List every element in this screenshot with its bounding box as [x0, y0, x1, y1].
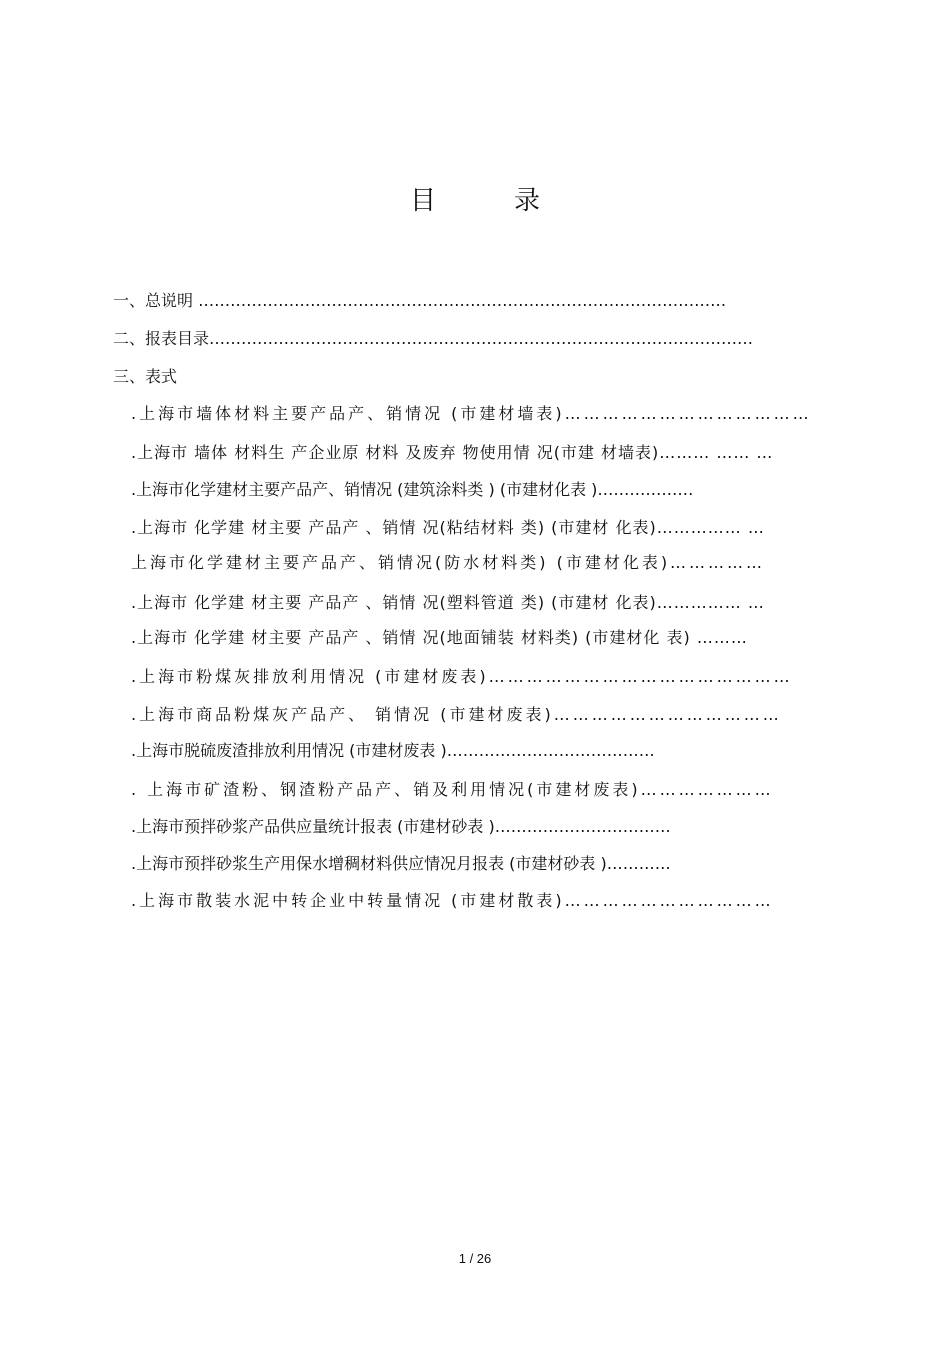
- toc-subentry: .上海市预拌砂浆产品供应量统计报表 (市建材砂表 )……………………………: [131, 817, 671, 836]
- toc-subentry: .上海市 化学建 材主要 产品产 、销情 况(地面铺装 材料类) (市建材化 表) ………: [131, 628, 748, 647]
- toc-subentry: .上海市 化学建 材主要 产品产 、销情 况(粘结材料 类) (市建材 化表)…………… …: [131, 518, 765, 537]
- page-title: 目录: [409, 186, 618, 216]
- toc-entry-forms: 三、表式: [113, 367, 178, 386]
- toc-subentry: .上海市商品粉煤灰产品产、 销情况 (市建材废表)………………………………: [131, 705, 782, 724]
- toc-subentry: .上海市 化学建 材主要 产品产 、销情 况(塑料管道 类) (市建材 化表)…………… …: [131, 593, 765, 612]
- toc-subentry: .上海市 墙体 材料生 产企业原 材料 及废弃 物使用情 况(市建 材墙表)……… …… …: [131, 443, 774, 462]
- toc-subentry: .上海市墙体材料主要产品产、销情况 (市建材墙表)…………………………………: [131, 404, 812, 423]
- toc-entry-report-list: 二、报表目录…………………………………………………………………………………………: [113, 329, 754, 348]
- toc-subentry: .上海市脱硫废渣排放利用情况 (市建材废表 )…………………………………: [131, 741, 655, 760]
- page-number: 1 / 26: [458, 1251, 492, 1266]
- toc-subentry: .上海市粉煤灰排放利用情况 (市建材废表)…………………………………………: [131, 667, 793, 686]
- toc-subentry: .上海市散装水泥中转企业中转量情况 (市建材散表)……………………………: [131, 891, 774, 910]
- toc-subentry: 上海市化学建材主要产品产、销情况(防水材料类) (市建材化表)……………: [131, 553, 766, 572]
- toc-entry-general-notes: 一、总说明 ………………………………………………………………………………………: [113, 291, 727, 310]
- toc-subentry: . 上海市矿渣粉、钢渣粉产品产、销及利用情况(市建材废表)…………………: [131, 780, 774, 799]
- toc-subentry: .上海市预拌砂浆生产用保水增稠材料供应情况月报表 (市建材砂表 )…………: [131, 854, 671, 873]
- toc-subentry: .上海市化学建材主要产品产、销情况 (建筑涂料类 ) (市建材化表 )………………: [131, 480, 694, 499]
